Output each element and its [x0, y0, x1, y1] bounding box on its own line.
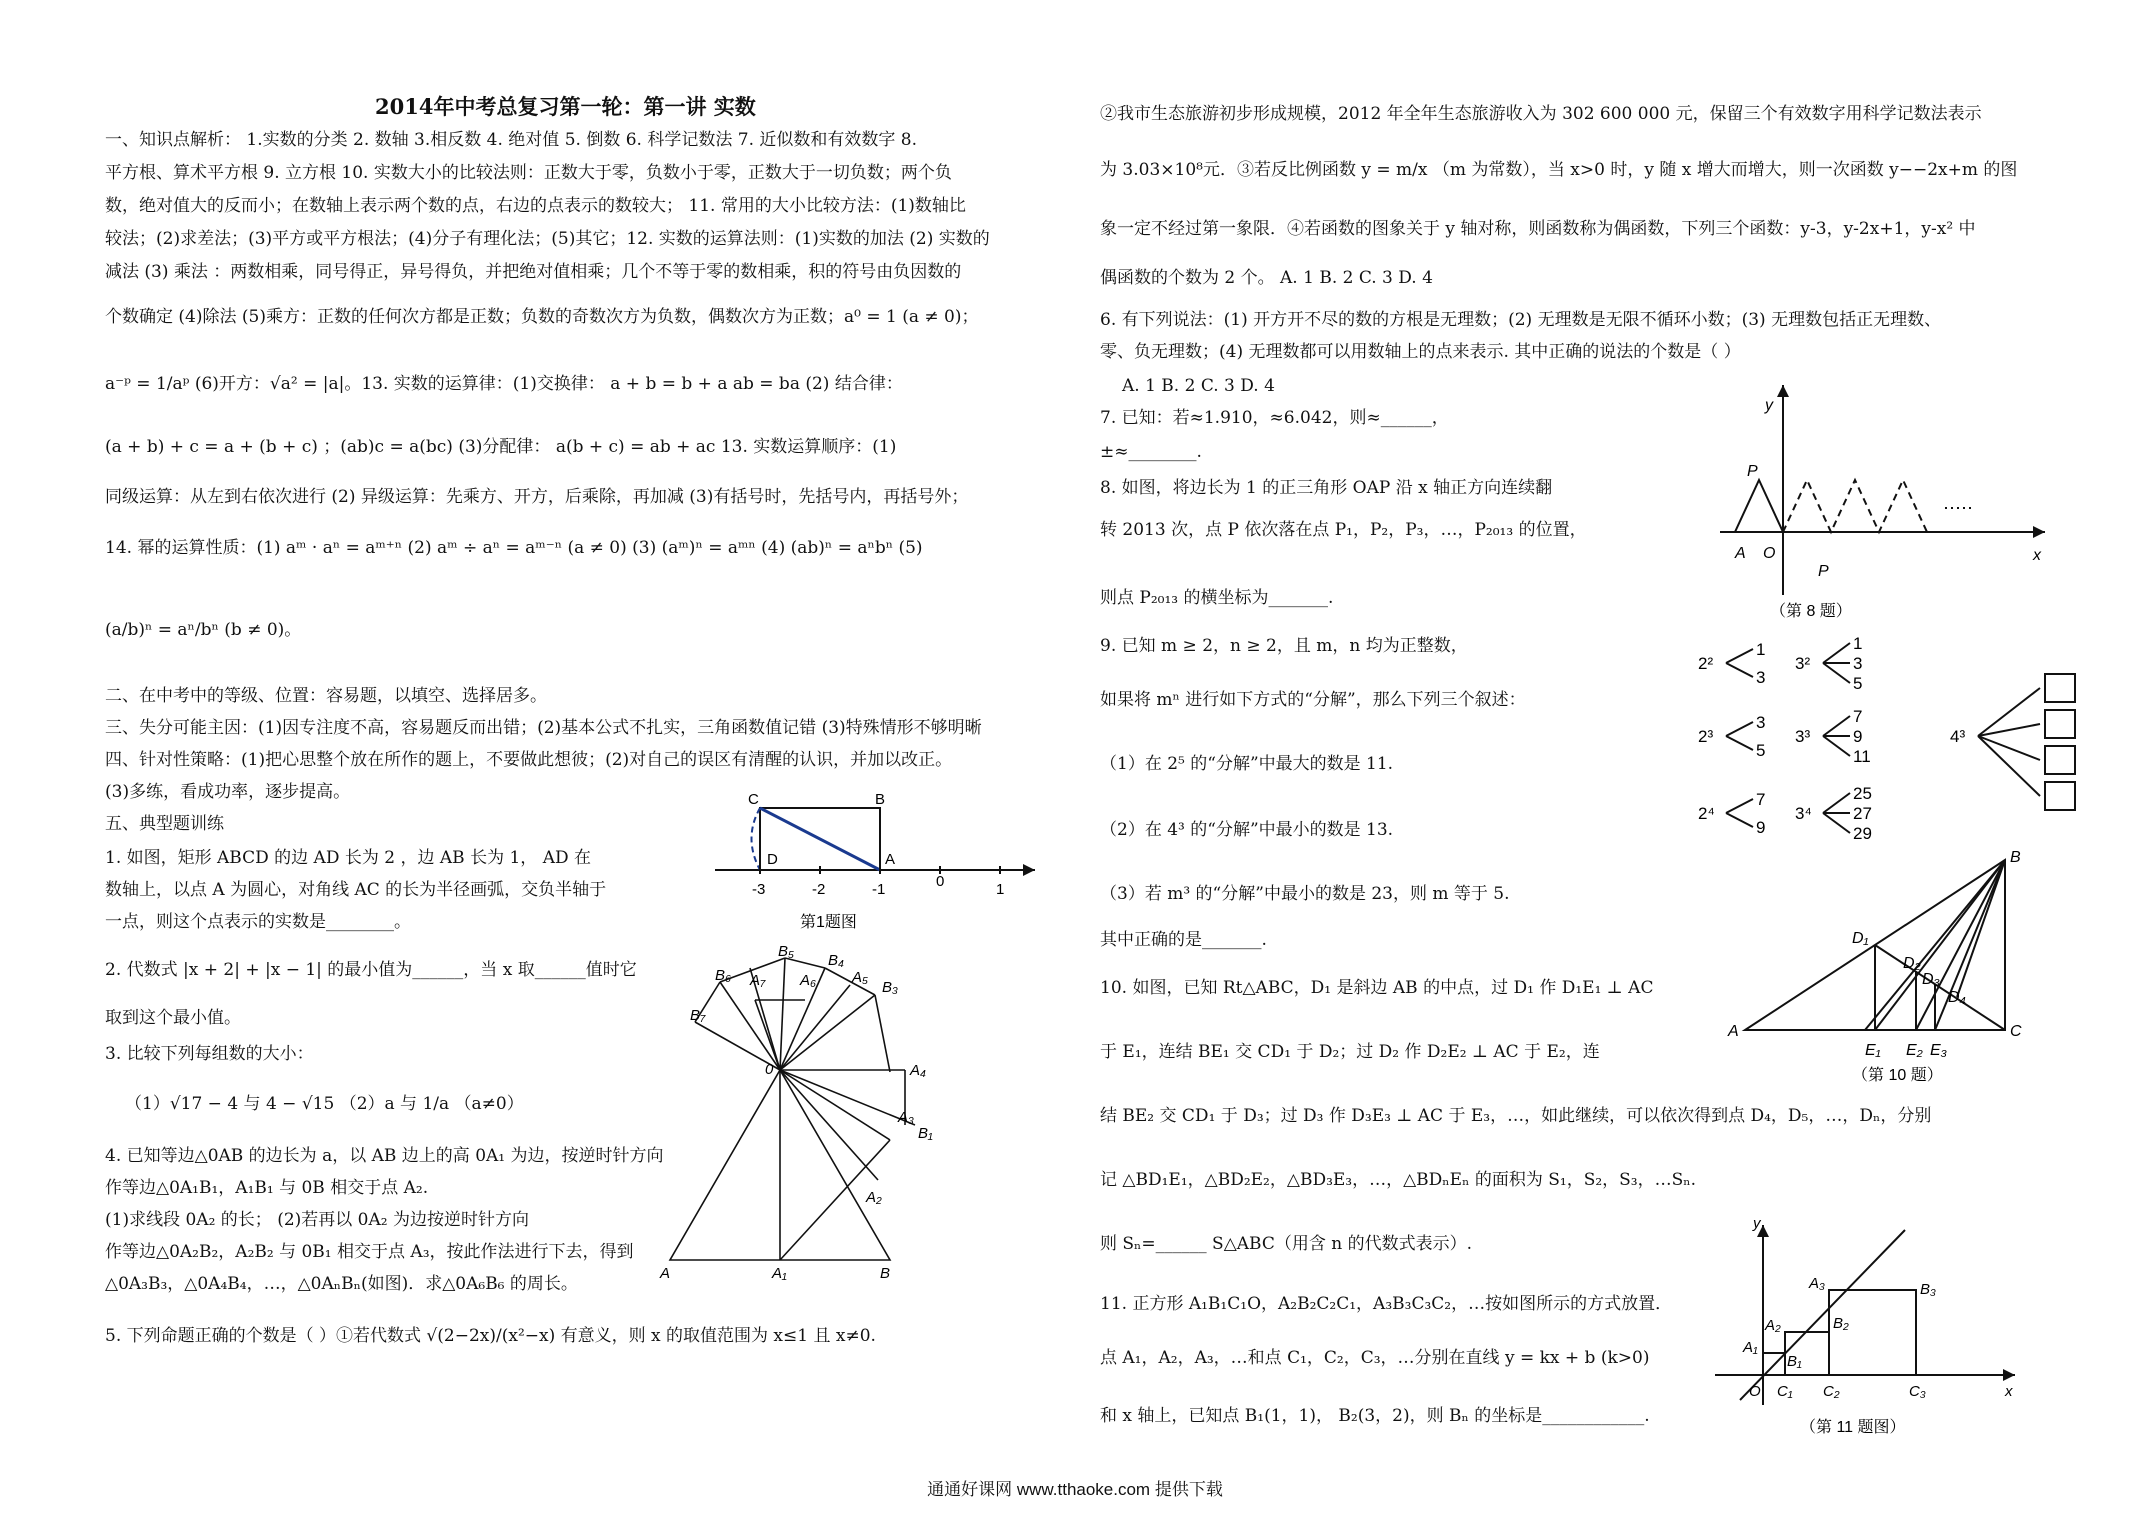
svg-text:B₂: B₂ — [1833, 1315, 1849, 1332]
fig9-number: 27 — [1853, 804, 1872, 823]
q4-line-3: (1)求线段 0A₂ 的长； (2)若再以 0A₂ 为边按逆时针方向 — [105, 1210, 529, 1230]
q9-figure — [1690, 628, 2090, 878]
svg-text:y: y — [1765, 397, 1773, 414]
q3-line-2: （1）√17 − 4 与 4 − √15 （2）a 与 1/a （a≠0） — [125, 1094, 524, 1114]
q3-line-1: 3. 比较下列每组数的大小： — [105, 1044, 314, 1064]
q1-caption: 第1题图 — [800, 914, 857, 931]
svg-text:D₄: D₄ — [1948, 989, 1966, 1006]
svg-text:B₃: B₃ — [882, 979, 898, 996]
knowledge-line-7: a⁻ᵖ = 1/aᵖ (6)开方：√a² = |a|。13. 实数的运算律：(1)交换律： a + b = b + a ab = ba (2) 结合律： — [105, 374, 903, 394]
fig9-number: 3 — [1756, 668, 1766, 687]
q9-line-1: 9. 已知 m ≥ 2，n ≥ 2，且 m，n 均为正整数， — [1100, 636, 1468, 656]
fig9-base: 3³ — [1795, 727, 1811, 746]
svg-text:E₂: E₂ — [1906, 1042, 1923, 1059]
q1-line-3: 一点，则这个点表示的实数是________。 — [105, 912, 411, 932]
knowledge-line-10: 14. 幂的运算性质：(1) aᵐ · aⁿ = aᵐ⁺ⁿ (2) aᵐ ÷ aⁿ = aᵐ⁻ⁿ (a ≠ 0) (3) (aᵐ)ⁿ = aᵐⁿ (4) (ab)ⁿ = aⁿbⁿ (5) — [105, 538, 923, 558]
svg-text:A₃: A₃ — [898, 1109, 914, 1126]
q9-line-4: （2）在 4³ 的“分解”中最小的数是 13. — [1100, 820, 1394, 840]
fig9-number: 3 — [1756, 713, 1766, 732]
svg-text:O: O — [1749, 1383, 1761, 1400]
fig9-base: 4³ — [1950, 727, 1966, 746]
svg-text:A₂: A₂ — [866, 1189, 882, 1206]
fig9-base: 3⁴ — [1795, 804, 1812, 823]
q10-figure — [1720, 850, 2040, 1090]
svg-text:A: A — [1728, 1023, 1739, 1040]
fig9-base: 3² — [1795, 654, 1811, 673]
q4-line-1: 4. 已知等边△0AB 的边长为 a，以 AB 边上的高 0A₁ 为边，按逆时针方向 — [105, 1146, 664, 1166]
nl-tick-1: 1 — [996, 881, 1005, 898]
q5-line-2: ②我市生态旅游初步形成规模，2012 年全年生态旅游收入为 302 600 000 元，保留三个有效数字用科学记数法表示 — [1100, 104, 1982, 124]
section-4-line-2: (3)多练，看成功率，逐步提高。 — [105, 782, 351, 802]
fig9-number: 9 — [1756, 818, 1766, 837]
fig9-base: 2⁴ — [1698, 804, 1715, 823]
q6-line-2: 零、负无理数；(4) 无理数都可以用数轴上的点来表示. 其中正确的说法的个数是（ ） — [1100, 342, 1741, 362]
fig9-number: 3 — [1853, 654, 1863, 673]
q8-line-1: 8. 如图，将边长为 1 的正三角形 OAP 沿 x 轴正方向连续翻 — [1100, 478, 1553, 498]
knowledge-line-8: (a + b) + c = a + (b + c) ；(ab)c = a(bc) (3)分配律： a(b + c) = ab + ac 13. 实数运算顺序：(1) — [105, 437, 897, 457]
knowledge-line-3: 数，绝对值大的反而小；在数轴上表示两个数的点，右边的点表示的数较大； 11. 常用的大小比较方法：(1)数轴比 — [105, 196, 966, 216]
fig9-arrow — [1823, 643, 1850, 663]
fig9-arrow — [1823, 793, 1850, 813]
q10-line-1: 10. 如图，已知 Rt△ABC，D₁ 是斜边 AB 的中点，过 D₁ 作 D₁E₁ ⊥ AC — [1100, 978, 1654, 998]
svg-text:C₃: C₃ — [1909, 1383, 1926, 1400]
q4-line-5: △0A₃B₃，△0A₄B₄，…，△0AₙBₙ(如图)．求△0A₆B₆ 的周长。 — [105, 1274, 578, 1294]
svg-text:B₁: B₁ — [1787, 1353, 1802, 1370]
svg-text:P: P — [1747, 463, 1758, 480]
q11-line-1: 11. 正方形 A₁B₁C₁O，A₂B₂C₂C₁，A₃B₃C₃C₂，…按如图所示的方式放置． — [1100, 1294, 1673, 1314]
q1-line-2: 数轴上，以点 A 为圆心，对角线 AC 的长为半径画弧，交负半轴于 — [105, 880, 607, 900]
q6-options: A. 1 B. 2 C. 3 D. 4 — [1122, 376, 1275, 396]
svg-text:D₁: D₁ — [1852, 930, 1869, 947]
nl-label-b: B — [875, 791, 886, 808]
svg-text:D₃: D₃ — [1922, 971, 1940, 988]
knowledge-line-1: 一、知识点解析： 1.实数的分类 2. 数轴 3.相反数 4. 绝对值 5. 倒数 6. 科学记数法 7. 近似数和有效数字 8. — [105, 130, 918, 150]
q10-line-3: 结 BE₂ 交 CD₁ 于 D₃；过 D₃ 作 D₃E₃ ⊥ AC 于 E₃，…，如此继续，可以依次得到点 D₄，D₅，…，Dₙ，分别 — [1100, 1106, 1932, 1126]
q7-line-1: 7. 已知：若≈1.910，≈6.042，则≈______， — [1100, 408, 1449, 428]
svg-text:E₃: E₃ — [1930, 1042, 1948, 1059]
svg-text:B₁: B₁ — [918, 1125, 933, 1142]
svg-text:C₁: C₁ — [1777, 1383, 1793, 1400]
knowledge-line-2: 平方根、算术平方根 9. 立方根 10. 实数大小的比较法则：正数大于零，负数小于零，正数大于一切负数；两个负 — [105, 163, 952, 183]
fig9-number: 5 — [1853, 674, 1863, 693]
svg-text:D₂: D₂ — [1903, 955, 1921, 972]
fig9-arrow — [1823, 736, 1850, 756]
fig9-arrow — [1726, 649, 1753, 663]
q2-line-1: 2. 代数式 |x + 2| + |x − 1| 的最小值为______，当 x 取______值时它 — [105, 960, 637, 980]
svg-text:A₆: A₆ — [800, 972, 817, 989]
q10-line-5: 则 Sₙ=______ S△ABC（用含 n 的代数式表示）. — [1100, 1234, 1473, 1254]
nl-tick-0: 0 — [936, 873, 945, 890]
nl-tick--3: -3 — [752, 881, 766, 898]
svg-text:A₁: A₁ — [1743, 1339, 1758, 1356]
svg-text:x: x — [2033, 547, 2041, 564]
fig9-empty-box — [2045, 782, 2075, 810]
q4-figure-triangles — [660, 940, 980, 1280]
nl-tick--2: -2 — [812, 881, 826, 898]
q8-caption: （第 8 题） — [1770, 603, 1852, 620]
fig9-number: 1 — [1756, 640, 1766, 659]
fig9-number: 7 — [1853, 707, 1863, 726]
fig9-number: 1 — [1853, 634, 1863, 653]
q5-line-1: 5. 下列命题正确的个数是（ ）①若代数式 √(2−2x)/(x²−x) 有意义，则 x 的取值范围为 x≤1 且 x≠0. — [105, 1326, 876, 1346]
q11-line-2: 点 A₁，A₂，A₃，…和点 C₁，C₂，C₃，…分别在直线 y = kx + b (k>0) — [1100, 1348, 1650, 1368]
fig9-number: 5 — [1756, 741, 1766, 760]
fig9-base: 2² — [1698, 654, 1714, 673]
nl-label-d: D — [767, 851, 778, 868]
svg-text:A: A — [1735, 545, 1746, 562]
svg-text:A₃: A₃ — [1809, 1275, 1825, 1292]
fig9-number: 11 — [1853, 747, 1871, 766]
page-footer: 通通好课网 www.tthaoke.com 提供下载 — [927, 1480, 1223, 1499]
svg-text:A₇: A₇ — [750, 972, 766, 989]
fig9-arrow — [1823, 716, 1850, 736]
q9-line-3: （1）在 2⁵ 的“分解”中最大的数是 11. — [1100, 754, 1394, 774]
q8-line-3: 则点 P₂₀₁₃ 的横坐标为_______. — [1100, 588, 1334, 608]
fig9-arrow — [1978, 736, 2040, 796]
svg-text:C₂: C₂ — [1823, 1383, 1840, 1400]
q7-line-2: ±≈________. — [1100, 442, 1202, 462]
svg-text:B₇: B₇ — [690, 1007, 706, 1024]
q2-line-2: 取到这个最小值。 — [105, 1008, 241, 1028]
svg-text:A: A — [660, 1265, 671, 1282]
fig9-arrow — [1726, 813, 1753, 827]
q5-line-3: 为 3.03×10⁸元．③若反比例函数 y = m/x （m 为常数），当 x>0 时，y 随 x 增大而增大，则一次函数 y−−2x+m 的图 — [1100, 160, 2018, 180]
fig9-number: 29 — [1853, 824, 1872, 843]
q11-caption: （第 11 题图） — [1800, 1419, 1906, 1436]
knowledge-line-11: (a/b)ⁿ = aⁿ/bⁿ (b ≠ 0)。 — [105, 620, 302, 640]
svg-text:A₄: A₄ — [910, 1062, 927, 1079]
knowledge-line-4: 较法；(2)求差法；(3)平方或平方根法；(4)分子有理化法；(5)其它；12. 实数的运算法则：(1)实数的加法 (2) 实数的 — [105, 229, 990, 249]
section-5: 五、典型题训练 — [105, 814, 224, 834]
svg-text:B₆: B₆ — [715, 967, 732, 984]
svg-text:A₁: A₁ — [772, 1265, 787, 1282]
svg-text:P: P — [1818, 563, 1829, 580]
fig9-base: 2³ — [1698, 727, 1714, 746]
q1-figure-numberline — [705, 790, 1045, 940]
fig9-empty-box — [2045, 710, 2075, 738]
q6-line-1: 6. 有下列说法：(1) 开方开不尽的数的方根是无理数；(2) 无理数是无限不循环小数；(3) 无理数包括正无理数、 — [1100, 310, 1942, 330]
nl-label-c: C — [748, 791, 759, 808]
svg-text:0: 0 — [765, 1061, 774, 1078]
section-3: 三、失分可能主因：(1)因专注度不高，容易题反而出错；(2)基本公式不扎实，三角函数值记错 (3)特殊情形不够明晰 — [105, 718, 982, 738]
q11-figure — [1705, 1210, 2035, 1440]
q10-line-2: 于 E₁，连结 BE₁ 交 CD₁ 于 D₂；过 D₂ 作 D₂E₂ ⊥ AC 于 E₂，连 — [1100, 1042, 1600, 1062]
fig9-arrow — [1823, 663, 1850, 683]
svg-text:E₁: E₁ — [1865, 1042, 1881, 1059]
q10-caption: （第 10 题） — [1852, 1067, 1943, 1084]
nl-tick--1: -1 — [872, 881, 886, 898]
q11-line-3: 和 x 轴上，已知点 B₁(1，1)， B₂(3，2)，则 Bₙ 的坐标是____________. — [1100, 1406, 1650, 1426]
fig9-arrow — [1726, 663, 1753, 677]
q4-line-2: 作等边△0A₁B₁，A₁B₁ 与 0B 相交于点 A₂. — [105, 1178, 429, 1198]
q1-line-1: 1. 如图，矩形 ABCD 的边 AD 长为 2 ，边 AB 长为 1， AD 在 — [105, 848, 592, 868]
svg-text:B₅: B₅ — [778, 943, 795, 960]
knowledge-line-6: 个数确定 (4)除法 (5)乘方：正数的任何次方都是正数；负数的奇数次方为负数，偶数次方为正数；a⁰ = 1 (a ≠ 0)； — [105, 307, 979, 327]
page-title: 2014年中考总复习第一轮：第一讲 实数 — [375, 94, 756, 119]
q4-line-4: 作等边△0A₂B₂，A₂B₂ 与 0B₁ 相交于点 A₃，按此作法进行下去，得到 — [105, 1242, 634, 1262]
fig9-arrow — [1726, 736, 1753, 750]
section-4-line-1: 四、针对性策略：(1)把心思整个放在所作的题上，不要做此想彼；(2)对自己的误区有清醒的认识，并加以改正。 — [105, 750, 953, 770]
svg-text:B: B — [2010, 849, 2021, 866]
svg-text:A₂: A₂ — [1765, 1317, 1781, 1334]
fig9-arrow — [1726, 722, 1753, 736]
svg-text:y: y — [1753, 1215, 1761, 1232]
knowledge-line-5: 减法 (3) 乘法 ：两数相乘，同号得正，异号得负，并把绝对值相乘；几个不等于零的数相乘，积的符号由负因数的 — [105, 262, 962, 282]
q5-line-4: 象一定不经过第一象限．④若函数的图象关于 y 轴对称，则函数称为偶函数，下列三个函数：y-3，y-2x+1，y-x² 中 — [1100, 219, 1976, 239]
fig9-arrow — [1823, 813, 1850, 833]
fig9-arrow — [1726, 799, 1753, 813]
fig9-empty-box — [2045, 674, 2075, 702]
q5-options: 偶函数的个数为 2 个。 A. 1 B. 2 C. 3 D. 4 — [1100, 268, 1433, 288]
q9-line-2: 如果将 mⁿ 进行如下方式的“分解”，那么下列三个叙述： — [1100, 690, 1526, 710]
svg-text:A₅: A₅ — [852, 969, 869, 986]
svg-text:x: x — [2005, 1383, 2013, 1400]
knowledge-line-9: 同级运算：从左到右依次进行 (2) 异级运算：先乘方、开方，后乘除，再加减 (3)有括号时，先括号内，再括号外； — [105, 487, 969, 507]
q8-figure — [1715, 380, 2055, 620]
svg-text:O: O — [1763, 545, 1776, 562]
svg-text:C: C — [2010, 1023, 2022, 1040]
nl-label-a: A — [885, 851, 896, 868]
fig9-number: 9 — [1853, 727, 1863, 746]
q10-line-4: 记 △BD₁E₁，△BD₂E₂，△BD₃E₃，…，△BDₙEₙ 的面积为 S₁，S₂，S₃，…Sₙ. — [1100, 1170, 1697, 1190]
svg-text:B: B — [880, 1265, 891, 1282]
fig9-arrow — [1978, 736, 2040, 760]
fig9-number: 7 — [1756, 790, 1766, 809]
fig9-empty-box — [2045, 746, 2075, 774]
q9-line-6: 其中正确的是_______. — [1100, 930, 1267, 950]
svg-text:B₃: B₃ — [1920, 1281, 1936, 1298]
fig9-number: 25 — [1853, 784, 1872, 803]
fig9-arrow — [1978, 688, 2040, 736]
q8-line-2: 转 2013 次，点 P 依次落在点 P₁，P₂，P₃，…，P₂₀₁₃ 的位置， — [1100, 520, 1587, 540]
svg-text:B₄: B₄ — [828, 952, 845, 969]
section-2: 二、在中考中的等级、位置：容易题，以填空、选择居多。 — [105, 686, 547, 706]
q9-line-5: （3）若 m³ 的“分解”中最小的数是 23，则 m 等于 5. — [1100, 884, 1510, 904]
